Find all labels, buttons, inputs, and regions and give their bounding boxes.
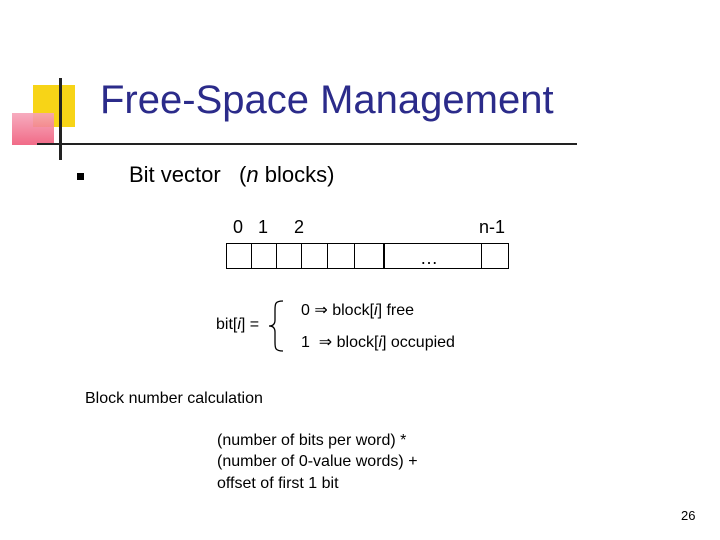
case-one-text-prefix: block[ (332, 334, 379, 351)
bit-cell (276, 243, 302, 269)
bit-label-prefix: bit[ (216, 316, 238, 333)
bullet-square-icon (77, 173, 84, 180)
calc-line-2: (number of 0-value words) + (217, 453, 418, 470)
case-zero-text-prefix: block[ (327, 302, 375, 319)
slide-title: Free-Space Management (100, 78, 554, 122)
title-underline (37, 143, 577, 145)
bit-cell (354, 243, 384, 269)
page-number: 26 (681, 508, 696, 523)
index-label-2: 2 (294, 217, 305, 237)
logo-vertical-line (59, 78, 62, 160)
bit-cell (327, 243, 355, 269)
case-one (301, 332, 455, 352)
bullet-paren: ( (239, 162, 247, 187)
bullet-bit-vector (129, 162, 334, 188)
bit-cell (251, 243, 277, 269)
bullet-label-prefix: Bit vector (129, 162, 221, 187)
calc-heading: Block number calculation (85, 390, 263, 407)
case-zero-var: i (374, 302, 378, 319)
bit-cell-last (481, 243, 509, 269)
implies-arrow-icon: ⇒ (318, 334, 333, 351)
case-zero-value: 0 (301, 302, 310, 319)
calc-line-3: offset of first 1 bit (217, 475, 339, 492)
bullet-label-rest: blocks) (258, 162, 335, 187)
case-one-var: i (378, 334, 383, 351)
bit-i-label (216, 316, 259, 334)
left-brace-icon (265, 298, 289, 354)
index-label-0: 0 (233, 217, 244, 237)
bit-cell (226, 243, 252, 269)
case-zero-text-suffix: ] free (377, 302, 415, 319)
logo-red-square (12, 113, 54, 145)
ellipsis: … (420, 248, 438, 268)
case-zero (301, 300, 414, 320)
index-label-1: 1 (258, 217, 269, 237)
bullet-var-n: n (246, 162, 259, 187)
implies-arrow-icon: ⇒ (314, 302, 328, 319)
case-one-value: 1 (301, 334, 310, 351)
bit-cell (301, 243, 328, 269)
bit-label-var: i (237, 316, 241, 333)
case-one-text-suffix: ] occupied (382, 334, 455, 351)
index-label-n-minus-1: n-1 (479, 217, 506, 237)
bit-label-suffix: ] = (240, 316, 260, 333)
calc-line-1: (number of bits per word) * (217, 432, 407, 449)
